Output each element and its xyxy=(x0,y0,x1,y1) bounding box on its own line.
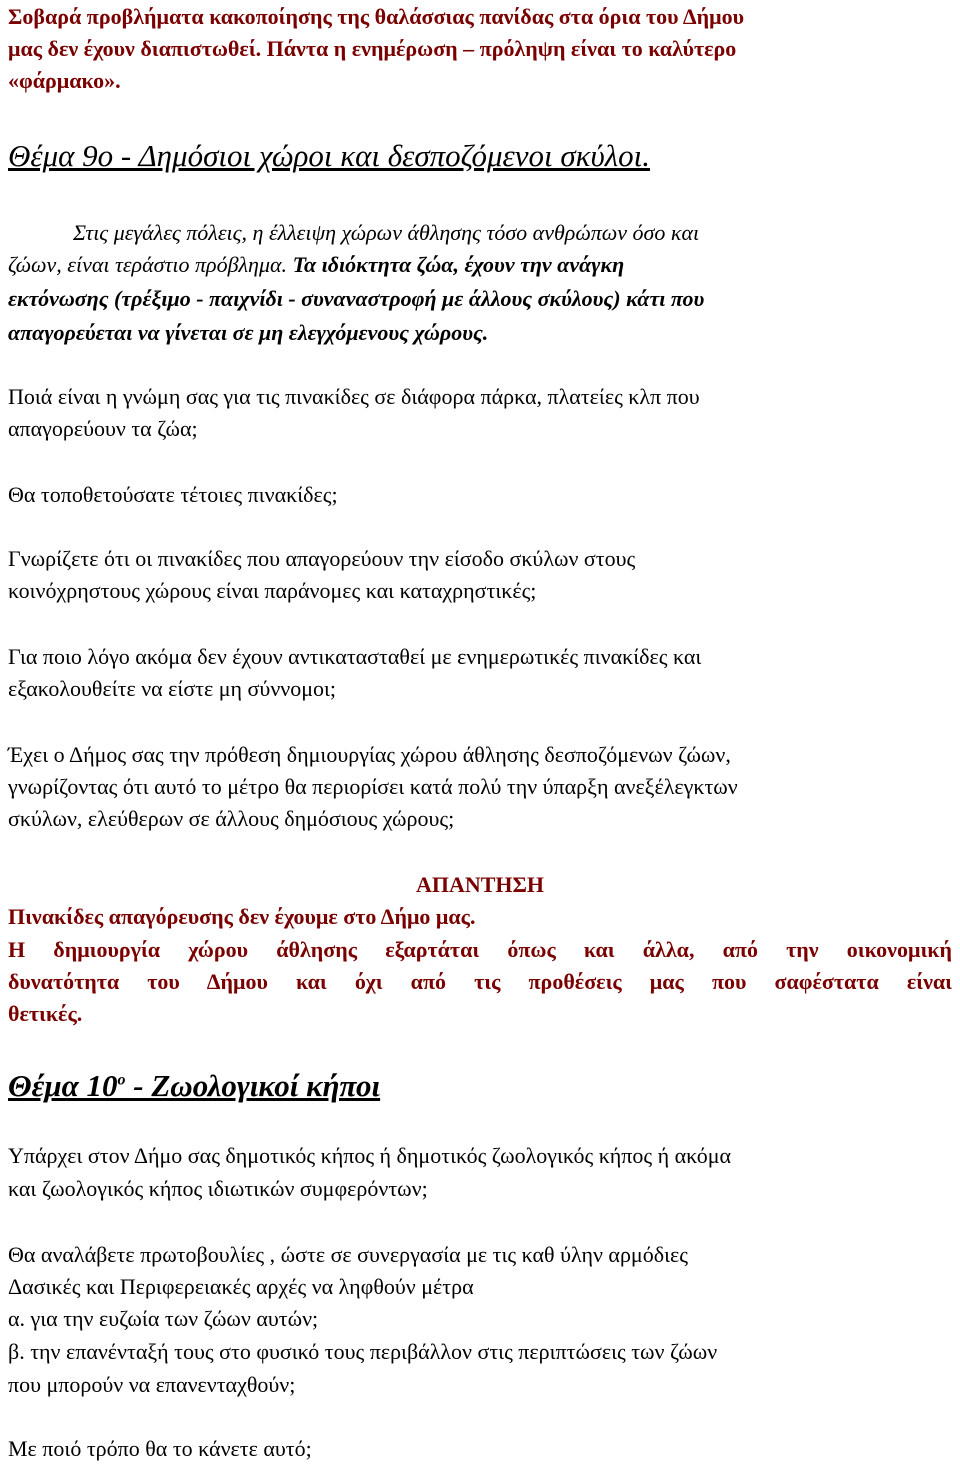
answer-line: θετικές. xyxy=(8,1001,83,1026)
intro-line: «φάρμακο». xyxy=(8,68,121,93)
theme10-line: Υπάρχει στον Δήμο σας δημοτικός κήπος ή δημοτικός ζωολογικός κήπος ή ακόμα xyxy=(8,1143,732,1168)
theme9-intro-line-2 xyxy=(8,252,624,278)
question-line: εξακολουθείτε να είστε μη σύννομοι; xyxy=(8,676,337,701)
question-line: Γνωρίζετε ότι οι πινακίδες που απαγορεύουν την είσοδο σκύλων στους xyxy=(8,546,636,571)
theme9-intro-line: Στις μεγάλες πόλεις, η έλλειψη χώρων άθλησης τόσο ανθρώπων όσο και xyxy=(73,220,700,245)
answer-line: δυνατότητα του Δήμου και όχι από τις προθέσεις μας που σαφέστατα είναι xyxy=(8,969,952,994)
question-line: Ποιά είναι η γνώμη σας για τις πινακίδες σε διάφορα πάρκα, πλατείες κλπ που xyxy=(8,384,700,409)
theme9-intro-bold-line: απαγορεύεται να γίνεται σε μη ελεγχόμενους χώρους. xyxy=(8,320,489,345)
question-line: κοινόχρηστους χώρους είναι παράνομες και καταχρηστικές; xyxy=(8,578,537,603)
theme10-title xyxy=(8,1068,380,1104)
question-line: γνωρίζοντας ότι αυτό το μέτρο θα περιορίσει κατά πολύ την ύπαρξη ανεξέλεγκτων xyxy=(8,774,738,799)
intro-line: Σοβαρά προβλήματα κακοποίησης της θαλάσσιας πανίδας στα όρια του Δήμου xyxy=(8,4,745,29)
question-line: Θα τοποθετούσατε τέτοιες πινακίδες; xyxy=(8,482,338,507)
answer-line: Η δημιουργία χώρου άθλησης εξαρτάται όπως και άλλα, από την οικονομική xyxy=(8,937,952,962)
theme10-line: και ζωολογικός κήπος ιδιωτικών συμφερόντων; xyxy=(8,1176,428,1201)
theme10-line: β. την επανένταξή τους στο φυσικό τους περιβάλλον στις περιπτώσεις των ζώων xyxy=(8,1339,718,1364)
theme10-line: α. για την ευζωία των ζώων αυτών; xyxy=(8,1306,319,1331)
theme10-line: που μπορούν να επανενταχθούν; xyxy=(8,1372,296,1397)
intro-line: μας δεν έχουν διαπιστωθεί. Πάντα η ενημέρωση – πρόληψη είναι το καλύτερο xyxy=(8,36,737,61)
question-line: απαγορεύουν τα ζώα; xyxy=(8,416,198,441)
question-line: Για ποιο λόγο ακόμα δεν έχουν αντικατασταθεί με ενημερωτικές πινακίδες και xyxy=(8,644,702,669)
answer-label: ΑΠΑΝΤΗΣΗ xyxy=(415,872,545,897)
theme10-title-prefix: Θέμα 10 xyxy=(8,1068,118,1103)
theme9-intro-bold: Τα ιδιόκτητα ζώα, έχουν την ανάγκη xyxy=(292,252,625,277)
question-line: Έχει ο Δήμος σας την πρόθεση δημιουργίας χώρου άθλησης δεσποζόμενων ζώων, xyxy=(8,742,731,767)
theme10-line: Με ποιό τρόπο θα το κάνετε αυτό; xyxy=(8,1436,312,1461)
theme9-intro-bold-line: εκτόνωσης (τρέξιμο - παιχνίδι - συναναστροφή με άλλους σκύλους) κάτι που xyxy=(8,286,705,311)
theme10-line: Θα αναλάβετε πρωτοβουλίες , ώστε σε συνεργασία με τις καθ ύλην αρμόδιες xyxy=(8,1242,688,1267)
theme10-title-suffix: - Ζωολογικοί κήποι xyxy=(125,1068,381,1103)
theme9-intro-text: ζώων, είναι τεράστιο πρόβλημα. xyxy=(8,252,288,277)
theme10-line: Δασικές και Περιφερειακές αρχές να ληφθούν μέτρα xyxy=(8,1274,474,1299)
answer-line: Πινακίδες απαγόρευσης δεν έχουμε στο Δήμο μας. xyxy=(8,904,476,929)
theme9-title: Θέμα 9ο - Δημόσιοι χώροι και δεσποζόμενοι σκύλοι. xyxy=(8,138,651,173)
question-line: σκύλων, ελεύθερων σε άλλους δημόσιους χώρους; xyxy=(8,806,455,831)
theme10-title-sup: ο xyxy=(117,1071,126,1089)
